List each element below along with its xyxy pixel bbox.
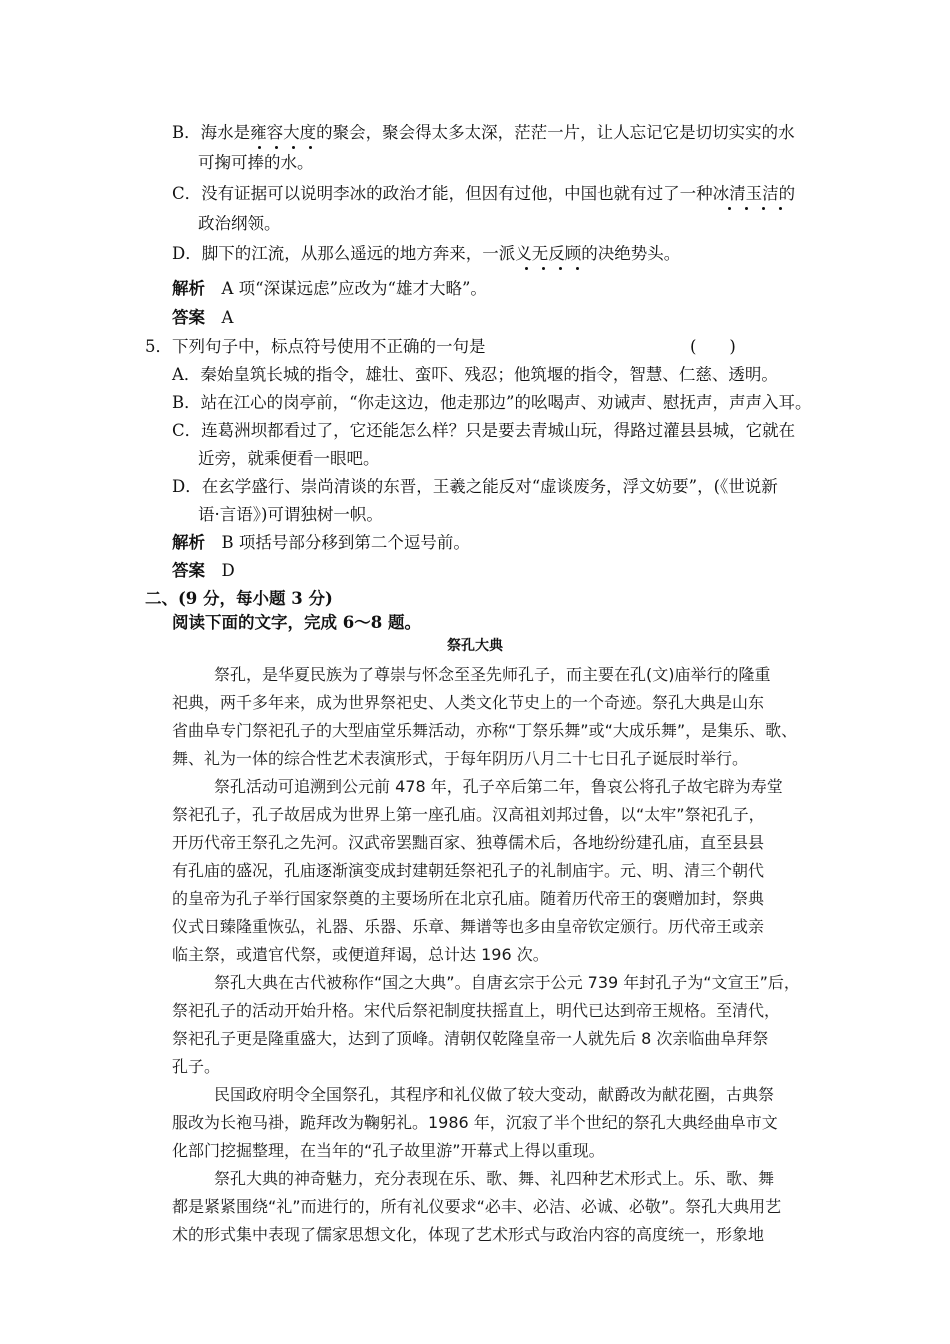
answer-label: 答案 <box>172 308 205 327</box>
passage-line: 祭孔活动可追溯到公元前 478 年，孔子卒后第二年，鲁哀公将孔子故宅辟为寿堂 <box>214 777 783 796</box>
passage-line: 服改为长袍马褂，跪拜改为鞠躬礼。1986 年，沉寂了半个世纪的祭孔大典经曲阜市文 <box>172 1113 778 1132</box>
q4-answer <box>172 307 233 329</box>
section-heading: 二、(9 分，每小题 3 分) <box>145 589 333 608</box>
q5-option-a: A．秦始皇筑长城的指令，雄壮、蛮吓、残忍；他筑堰的指令，智慧、仁慈、透明。 <box>172 365 778 384</box>
passage-line: 祭孔大典的神奇魅力，充分表现在乐、歌、舞、礼四种艺术形式上。乐、歌、舞 <box>214 1169 775 1188</box>
q5-analysis <box>172 532 470 554</box>
q5-option-d: D．在玄学盛行、崇尚清谈的东晋，王羲之能反对“虚谈废务，浮文妨要”，(《世说新 <box>172 477 778 496</box>
passage-line: 化部门挖掘整理，在当年的“孔子故里游”开幕式上得以重现。 <box>172 1141 605 1160</box>
q4-analysis <box>172 278 487 300</box>
section-instruction: 阅读下面的文字，完成 6～8 题。 <box>172 613 421 632</box>
option-c-line: C．没有证据可以说明李冰的政治才能，但因有过他，中国也就有过了一种冰清玉洁的 <box>172 184 796 203</box>
option-b-line: B．海水是雍容大度的聚会，聚会得太多太深，茫茫一片，让人忘记它是切切实实的水 <box>172 123 795 142</box>
passage-line: 临主祭，或遣官代祭，或便道拜谒，总计达 196 次。 <box>172 945 549 964</box>
q5-option-c: C．连葛洲坝都看过了，它还能怎么样？只是要去青城山玩，得路过灌县县城，它就在 <box>172 421 796 440</box>
answer-text: D <box>221 561 235 580</box>
q5-answer <box>172 560 235 582</box>
q5-stem: 5．下列句子中，标点符号使用不正确的一句是 <box>145 337 486 356</box>
passage-line: 舞、礼为一体的综合性艺术表演形式，于每年阴历八月二十七日孔子诞辰时举行。 <box>172 749 749 768</box>
passage-line: 省曲阜专门祭祀孔子的大型庙堂乐舞活动，亦称“丁祭乐舞”或“大成乐舞”，是集乐、歌、 <box>172 721 798 740</box>
passage-line: 祀典，两千多年来，成为世界祭祀史、人类文化节史上的一个奇迹。祭孔大典是山东 <box>172 693 765 712</box>
passage-line: 祭祀孔子的活动开始升格。宋代后祭祀制度扶摇直上，明代已达到帝王规格。至清代， <box>172 1001 781 1020</box>
passage-line: 仪式日臻隆重恢弘，礼器、乐器、乐章、舞谱等也多由皇帝钦定颁行。历代帝王或亲 <box>172 917 765 936</box>
passage-line: 祭孔大典在古代被称作“国之大典”。自唐玄宗于公元 739 年封孔子为“文宣王”后， <box>214 973 800 992</box>
option-b-continuation: 可掬可捧的水。 <box>198 153 314 172</box>
passage-line: 的皇帝为孔子举行国家祭奠的主要场所在北京孔庙。随着历代帝王的褒赠加封，祭典 <box>172 889 765 908</box>
answer-text: A <box>221 308 234 327</box>
q5-option-c-continuation: 近旁，就乘便看一眼吧。 <box>198 449 380 468</box>
q5-option-d-continuation: 语·言语》)可谓独树一帜。 <box>198 505 383 524</box>
passage-line: 祭孔，是华夏民族为了尊崇与怀念至圣先师孔子，而主要在孔(文)庙举行的隆重 <box>214 665 771 684</box>
analysis-label: 解析 <box>172 279 205 298</box>
passage-line: 民国政府明令全国祭孔，其程序和礼仪做了较大变动，献爵改为献花圈，古典祭 <box>214 1085 775 1104</box>
passage-title: 祭孔大典 <box>447 638 503 654</box>
analysis-text: A 项“深谋远虑”应改为“雄才大略”。 <box>221 279 487 298</box>
passage-line: 开历代帝王祭孔之先河。汉武帝罢黜百家、独尊儒术后，各地纷纷建孔庙，直至县县 <box>172 833 765 852</box>
answer-label: 答案 <box>172 561 205 580</box>
q5-option-b: B．站在江心的岗亭前，“你走这边，他走那边”的吆喝声、劝诫声、慰抚声，声声入耳。 <box>172 393 812 412</box>
passage-line: 祭祀孔子，孔子故居成为世界上第一座孔庙。汉高祖刘邦过鲁，以“太牢”祭祀孔子， <box>172 805 765 824</box>
analysis-label: 解析 <box>172 533 205 552</box>
passage-line: 孔子。 <box>172 1057 221 1076</box>
analysis-text: B 项括号部分移到第二个逗号前。 <box>221 533 470 552</box>
option-d-line: D．脚下的江流，从那么遥远的地方奔来，一派义无反顾的决绝势头。 <box>172 244 681 263</box>
option-c-continuation: 政治纲领。 <box>198 214 281 233</box>
answer-paren: ( ) <box>690 337 736 356</box>
passage-line: 祭祀孔子更是隆重盛大，达到了顶峰。清朝仅乾隆皇帝一人就先后 8 次亲临曲阜拜祭 <box>172 1029 769 1048</box>
passage-line: 都是紧紧围绕“礼”而进行的，所有礼仪要求“必丰、必洁、必诚、必敬”。祭孔大典用艺 <box>172 1197 782 1216</box>
passage-line: 术的形式集中表现了儒家思想文化，体现了艺术形式与政治内容的高度统一，形象地 <box>172 1225 765 1244</box>
passage-line: 有孔庙的盛况，孔庙逐渐演变成封建朝廷祭祀孔子的礼制庙宇。元、明、清三个朝代 <box>172 861 765 880</box>
